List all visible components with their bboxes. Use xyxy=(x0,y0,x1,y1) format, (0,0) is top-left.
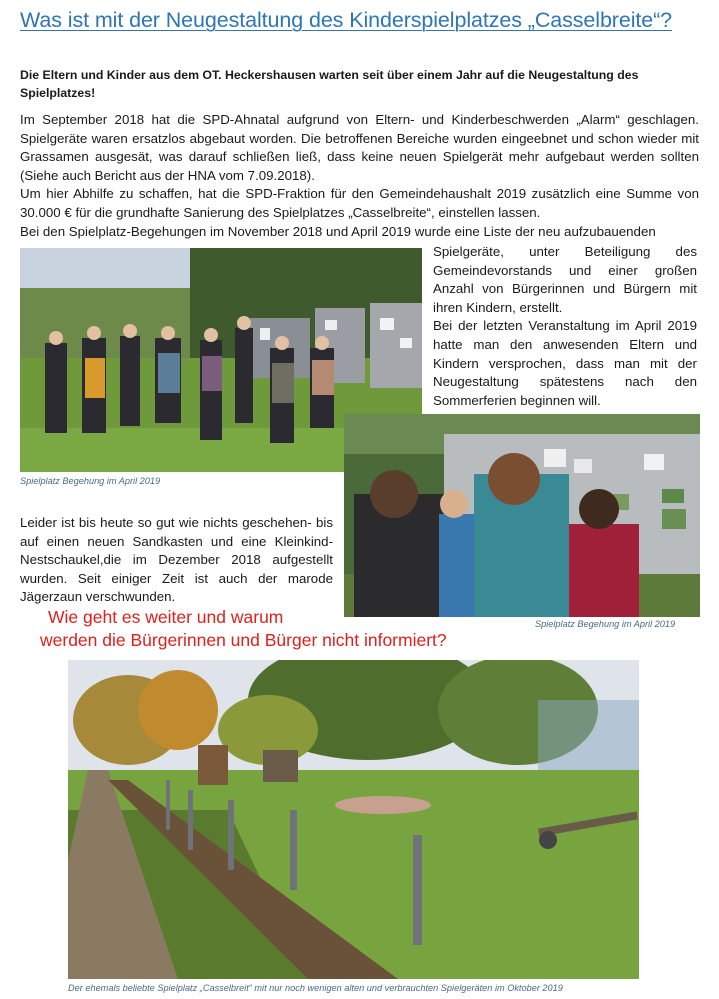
intro-text xyxy=(20,111,699,241)
side-paragraph-2: Bei der letzten Veranstaltung im April 2019 hatte man den anwesenden Eltern und Kindern versprochen, dass man mit der Neugestaltung spätestens nach den Sommerferien beginnen will. xyxy=(433,318,697,408)
photo-site-inspection-2 xyxy=(344,414,700,617)
intro-paragraph-2: Um hier Abhilfe zu schaffen, hat die SPD-Fraktion für den Gemeindehaushalt 2019 zusätzlich eine Summe von 30.000 € für die grundhafte Sanierung des Spielplatzes „Casselbreite“, einstellen lassen. xyxy=(20,186,699,220)
question-heading xyxy=(20,606,560,651)
intro-paragraph-3: Bei den Spielplatz-Begehungen im November 2018 und April 2019 wurde eine Liste der neu aufzubauenden xyxy=(20,223,656,239)
caption-photo-2: Spielplatz Begehung im April 2019 xyxy=(535,619,676,629)
lead-paragraph: Die Eltern und Kinder aus dem OT. Heckershausen warten seit über einem Jahr auf die Neugestaltung des Spielplatzes! xyxy=(20,68,639,100)
status-paragraph: Leider ist bis heute so gut wie nichts geschehen- bis auf einen neuen Sandkasten und eine Kleinkind-Nestschaukel,die im Dezember 2018 aufgestellt wurden. Seit einiger Zeit ist auch der marode Jägerzaun verschwunden. xyxy=(20,515,333,605)
photo-playground-october xyxy=(68,660,639,979)
caption-photo-3: Der ehemals beliebte Spielplatz „Casselbreit“ mit nur noch wenigen alten und verbrauchten Spielgeräten im Oktober 2019 xyxy=(68,983,563,993)
caption-photo-1: Spielplatz Begehung im April 2019 xyxy=(20,476,161,486)
question-line-1: Wie geht es weiter und warum xyxy=(48,607,284,627)
article-title: Was ist mit der Neugestaltung des Kinderspielplatzes „Casselbreite“? xyxy=(20,8,673,32)
side-text xyxy=(433,243,697,410)
question-line-2: werden die Bürgerinnen und Bürger nicht informiert? xyxy=(40,629,447,650)
side-paragraph-1: Spielgeräte, unter Beteiligung des Gemeindevorstands und einer großen Anzahl von Bürgerinnen und Bürgern mit ihren Kindern, erstellt. xyxy=(433,244,697,315)
intro-paragraph-1: Im September 2018 hat die SPD-Ahnatal aufgrund von Eltern- und Kinderbeschwerden „Alarm“ geschlagen. Spielgeräte waren ersatzlos abgebaut worden. Die betroffenen Bereiche wurden eingeebnet und schon wieder mit Grassamen ausgesät, was darauf schließen ließ, dass keine neuen Spielgerät mehr aufgebaut werden sollten (Siehe auch Bericht aus der HNA vom 7.09.2018). xyxy=(20,112,699,183)
